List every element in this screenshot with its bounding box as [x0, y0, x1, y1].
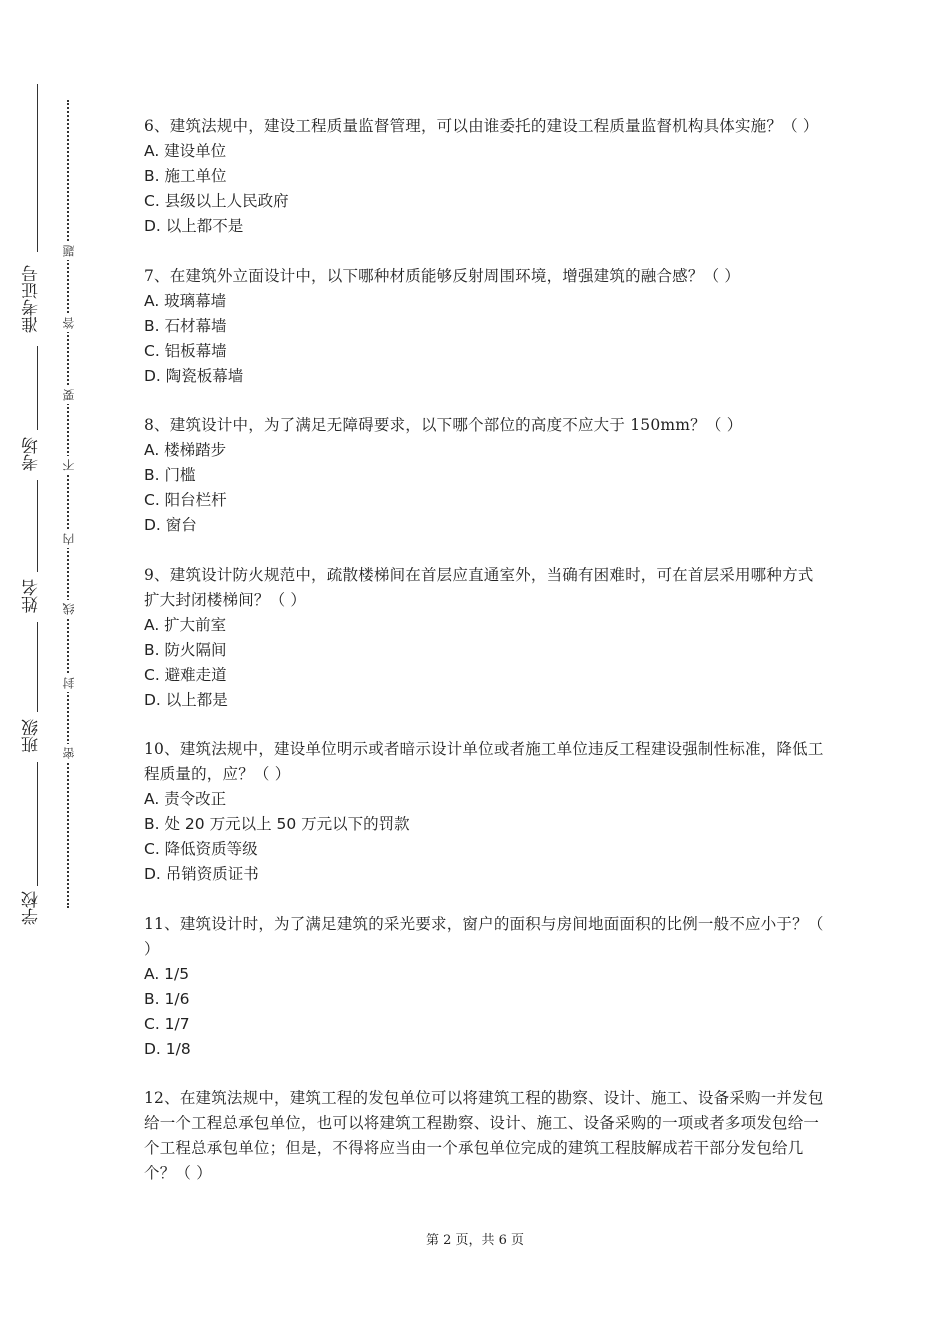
option-b: B. 1/6 [144, 989, 190, 1008]
option-b: B. 处 20 万元以上 50 万元以下的罚款 [144, 815, 410, 833]
question-text: 11、建筑设计时，为了满足建筑的采光要求，窗户的面积与房间地面面积的比例一般不应小于？（ ） [144, 914, 824, 958]
field-line-xx [37, 762, 38, 886]
label-exam-number: 准考证号 [22, 265, 42, 333]
field-line-kc [37, 346, 38, 430]
question-7 [144, 264, 824, 389]
seal-char: 要 [60, 386, 76, 404]
field-line-bj [37, 622, 38, 712]
option-c: C. 县级以上人民政府 [144, 192, 289, 210]
option-b: B. 防火隔间 [144, 640, 227, 659]
label-name: 姓名 [22, 579, 42, 613]
option-a: A. 建设单位 [144, 142, 227, 160]
seal-char: 封 [60, 674, 76, 692]
option-a: A. 楼梯踏步 [144, 441, 227, 459]
option-b: B. 石材幕墙 [144, 316, 227, 335]
question-11 [144, 912, 824, 1062]
question-12 [144, 1086, 824, 1186]
question-9 [144, 563, 824, 713]
question-6 [144, 114, 824, 239]
option-a: A. 玻璃幕墙 [144, 291, 227, 310]
question-10 [144, 737, 824, 887]
option-c: C. 降低资质等级 [144, 840, 258, 858]
option-a: A. 责令改正 [144, 790, 227, 808]
seal-dotted-line [67, 100, 69, 908]
field-line-xm [37, 480, 38, 572]
label-class: 班级 [22, 719, 42, 753]
seal-char: 线 [60, 600, 76, 618]
label-exam-room: 考场 [22, 437, 42, 471]
question-text: 9、建筑设计防火规范中，疏散楼梯间在首层应直通室外，当确有困难时，可在首层采用哪种方式扩大封闭楼梯间？（ ） [144, 565, 814, 609]
option-d: D. 1/8 [144, 1039, 191, 1058]
option-c: C. 1/7 [144, 1014, 190, 1033]
question-8 [144, 413, 824, 538]
label-school: 学校 [22, 891, 42, 925]
option-b: B. 施工单位 [144, 167, 227, 185]
seal-char: 内 [60, 530, 76, 548]
seal-char: 密 [60, 744, 76, 762]
option-d: D. 以上都是 [144, 690, 228, 709]
question-text: 7、在建筑外立面设计中，以下哪种材质能够反射周围环境，增强建筑的融合感？（ ） [144, 266, 741, 285]
option-b: B. 门槛 [144, 466, 196, 484]
question-list [144, 114, 824, 1211]
seal-char: 答 [60, 314, 76, 332]
option-c: C. 阳台栏杆 [144, 491, 227, 509]
option-d: D. 陶瓷板幕墙 [144, 366, 244, 385]
question-text: 12、在建筑法规中，建筑工程的发包单位可以将建筑工程的勘察、设计、施工、设备采购一并发包给一个工程总承包单位，也可以将建筑工程勘察、设计、施工、设备采购的一项或者多项发包给一个工程总承包单位；但是，不得将应当由一个承包单位完成的建筑工程肢解成若干部分发包给几个？（ ） [144, 1089, 824, 1182]
question-text: 8、建筑设计中，为了满足无障碍要求，以下哪个部位的高度不应大于 150mm？（ ） [144, 416, 743, 434]
field-line-zkzh [37, 84, 38, 252]
seal-char: 不 [60, 456, 76, 474]
question-text: 6、建筑法规中，建设工程质量监督管理，可以由谁委托的建设工程质量监督机构具体实施？（ ） [144, 117, 819, 135]
option-d: D. 窗台 [144, 516, 197, 534]
option-d: D. 吊销资质证书 [144, 865, 259, 883]
option-c: C. 避难走道 [144, 665, 227, 684]
page-footer: 第 2 页，共 6 页 [425, 1233, 525, 1248]
option-a: A. 1/5 [144, 964, 190, 983]
seal-char: 题 [60, 242, 76, 260]
question-text: 10、建筑法规中，建设单位明示或者暗示设计单位或者施工单位违反工程建设强制性标准，降低工程质量的，应？（ ） [144, 740, 824, 783]
option-a: A. 扩大前室 [144, 615, 227, 634]
option-c: C. 铝板幕墙 [144, 341, 227, 360]
option-d: D. 以上都不是 [144, 217, 244, 235]
